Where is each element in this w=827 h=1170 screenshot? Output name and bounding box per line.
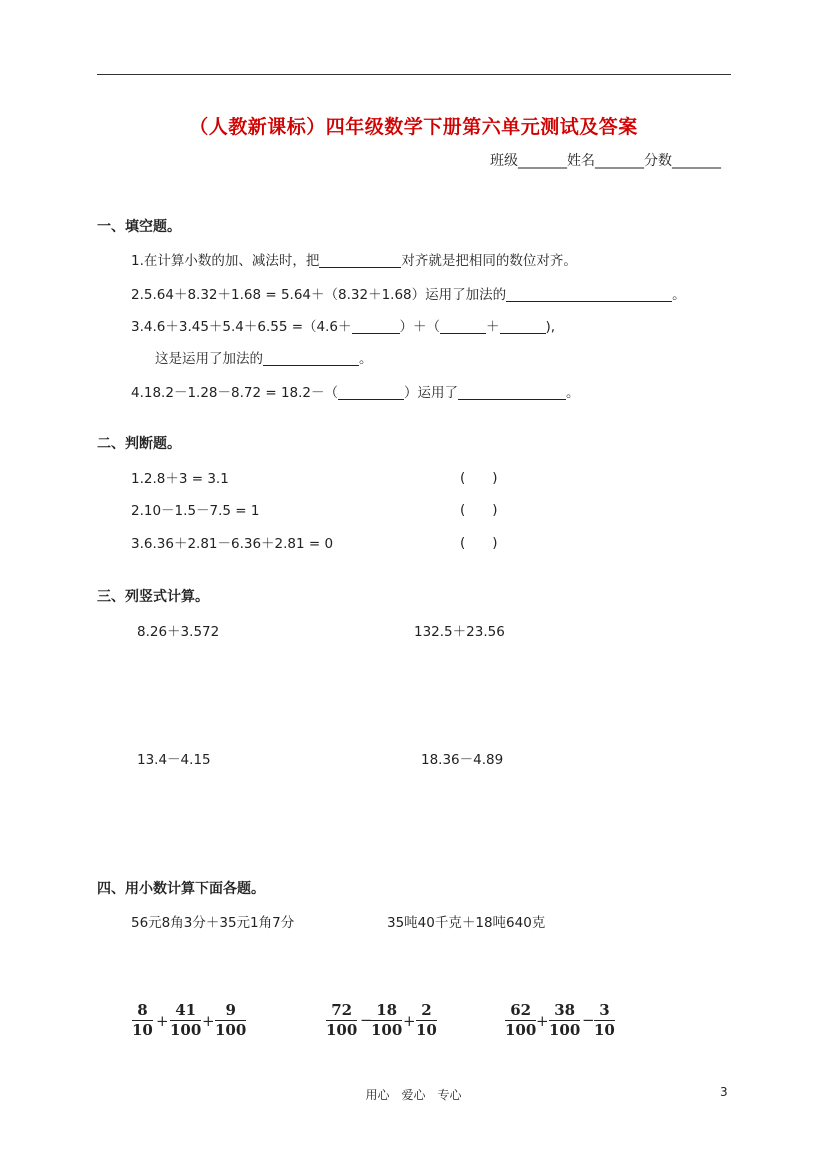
fraction: 41 100 (170, 1001, 202, 1039)
judge-question-3: 3.6.36＋2.81－6.36＋2.81 = 0 (131, 536, 334, 552)
unit-problem-1: 56元8角3分＋35元1角7分 (131, 915, 295, 931)
answer-blank[interactable] (506, 287, 672, 302)
fraction: 3 10 (594, 1001, 615, 1039)
vertical-problem-1: 8.26＋3.572 (137, 624, 220, 640)
fill-question-1: 1.在计算小数的加、减法时，把 对齐就是把相同的数位对齐。 (131, 253, 577, 269)
answer-blank[interactable] (440, 319, 486, 334)
judge-answer-paren-3[interactable]: ( ) (460, 535, 498, 551)
student-info-line: 班级_______姓名_______分数_______ (490, 153, 721, 169)
answer-blank[interactable] (458, 385, 566, 400)
page-title: （人教新课标）四年级数学下册第六单元测试及答案 (189, 116, 638, 138)
vertical-problem-4: 18.36－4.89 (421, 752, 504, 768)
fraction: 62 100 (505, 1001, 537, 1039)
section-heading-decimal: 四、用小数计算下面各题。 (97, 881, 265, 897)
fraction: 72 100 (326, 1001, 358, 1039)
header-rule (97, 74, 731, 75)
judge-answer-paren-2[interactable]: ( ) (460, 502, 498, 518)
fill-question-4: 4.18.2－1.28－8.72 = 18.2－（ ）运用了 。 (131, 385, 580, 401)
fraction: 8 10 (132, 1001, 153, 1039)
judge-answer-paren-1[interactable]: ( ) (460, 470, 498, 486)
operator: + (403, 1012, 416, 1030)
fraction: 9 100 (215, 1001, 247, 1039)
operator: + (536, 1012, 549, 1030)
judge-question-2: 2.10－1.5－7.5 = 1 (131, 503, 260, 519)
section-heading-vertical: 三、列竖式计算。 (97, 589, 209, 605)
fill-question-2: 2.5.64＋8.32＋1.68 = 5.64＋（8.32＋1.68）运用了加法的 。 (131, 287, 686, 303)
answer-blank[interactable] (263, 351, 359, 366)
page-number: 3 (720, 1085, 728, 1099)
page-footer: 用心 爱心 专心 (365, 1088, 462, 1102)
section-heading-judge: 二、判断题。 (97, 436, 181, 452)
answer-blank[interactable] (352, 319, 400, 334)
fraction: 38 100 (549, 1001, 581, 1039)
operator: − (582, 1011, 595, 1029)
answer-blank[interactable] (338, 385, 404, 400)
operator: + (156, 1012, 169, 1030)
judge-question-1: 1.2.8＋3 = 3.1 (131, 471, 229, 487)
fill-question-3-continued: 这是运用了加法的 。 (155, 351, 373, 367)
section-heading-fill: 一、填空题。 (97, 219, 181, 235)
fill-question-3: 3.4.6＋3.45＋5.4＋6.55 =（4.6＋ ）＋（ ＋ ), (131, 319, 556, 335)
operator: − (360, 1011, 373, 1029)
answer-blank[interactable] (319, 253, 401, 268)
operator: + (202, 1012, 215, 1030)
answer-blank[interactable] (500, 319, 546, 334)
fraction: 18 100 (371, 1001, 403, 1039)
unit-problem-2: 35吨40千克＋18吨640克 (387, 915, 546, 931)
fraction: 2 10 (416, 1001, 437, 1039)
vertical-problem-3: 13.4－4.15 (137, 752, 211, 768)
vertical-problem-2: 132.5＋23.56 (414, 624, 505, 640)
